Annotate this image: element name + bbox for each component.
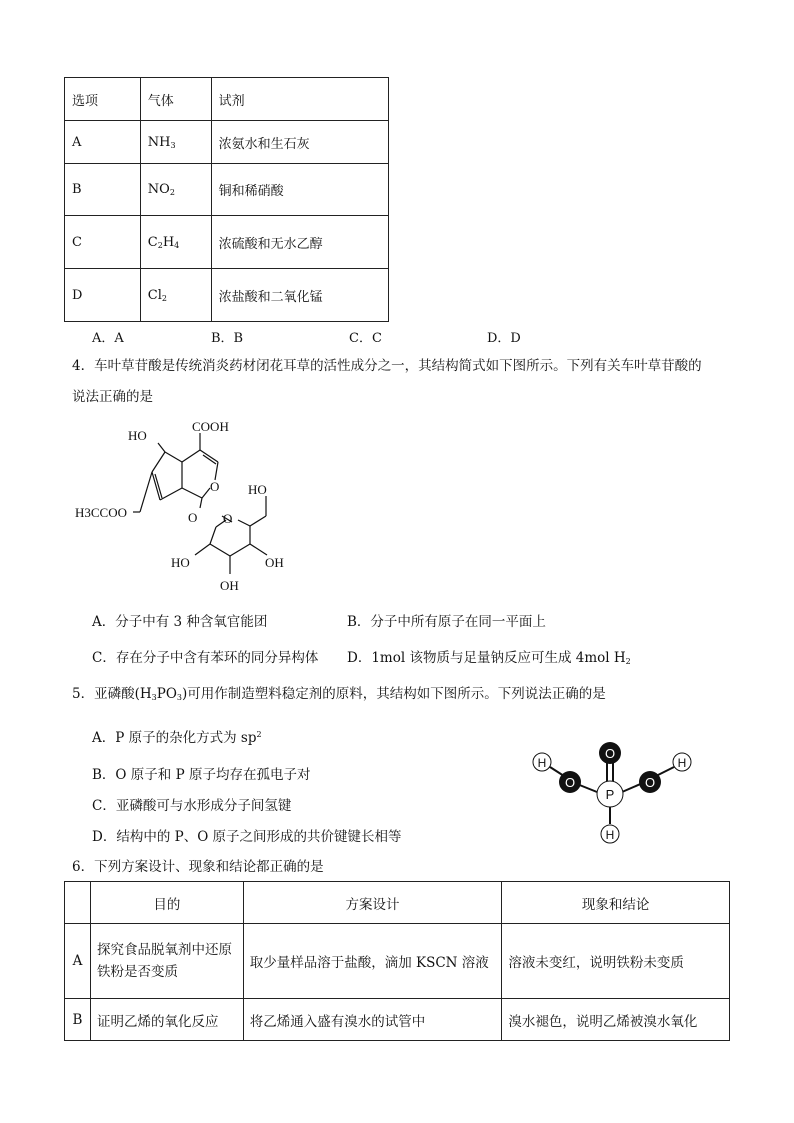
header-cell [65,882,91,924]
design-cell: 将乙烯通入盛有溴水的试管中 [243,999,502,1041]
q5-text-pre: 5．亚磷酸(H [72,686,152,702]
table-row [65,121,389,164]
q4-choice-c[interactable]: C．存在分子中含有苯环的同分异构体 [92,650,319,666]
q5-choice-c[interactable]: C．亚磷酸可与水形成分子间氢键 [92,798,292,814]
header-cell: 方案设计 [243,882,502,924]
choice-a[interactable]: A．A [92,331,124,346]
gas-cell [140,164,211,216]
q5-subscript: 3 [151,693,157,702]
oxygen-label: O [604,746,616,761]
table-header-row [65,78,389,121]
hydrogen-label: H [537,756,547,770]
label-ring-oxygen: O [210,479,220,494]
oxygen-label: O [644,775,656,790]
gas-cell [140,216,211,269]
header-cell: 目的 [90,882,243,924]
label-ho-ch2: HO [248,482,267,497]
q5-choice-a-superscript: 2 [256,730,262,739]
question-5-text [72,684,606,708]
question-6-text: 6．下列方案设计、现象和结论都正确的是 [72,859,324,875]
gas-subscript: 2 [161,293,167,303]
gas-cell [140,121,211,164]
gas-formula: Cl [147,287,162,303]
oxygen-label: O [564,775,576,790]
header-cell: 现象和结论 [502,882,730,924]
molecule-bonds [133,433,267,574]
choice-c[interactable]: C．C [349,331,382,346]
label-ho-top: HO [128,428,147,443]
experiment-table [64,881,730,1041]
label-oh-bottom: OH [220,578,239,593]
phosphorus-label: P [605,787,615,802]
q4-choice-d-text: D．1mol 该物质与足量钠反应可生成 4mol H [347,650,626,666]
question-4-text: 4．车叶草苷酸是传统消炎药材闭花耳草的活性成分之一，其结构简式如下图所示。下列有关车叶草苷酸的 [72,358,702,374]
design-cell: 取少量样品溶于盐酸，滴加 KSCN 溶液 [243,924,502,999]
option-cell: A [65,121,141,164]
q4-choice-d-subscript: 2 [625,657,631,666]
table-row [65,999,730,1041]
q4-choice-a[interactable]: A．分子中有 3 种含氧官能团 [92,614,268,630]
label-acetate: H3CCOO [75,505,128,520]
gas-formula: NO [147,182,170,197]
reagent-cell: 铜和稀硝酸 [211,164,388,216]
option-cell: A [65,924,91,999]
q4-choice-b[interactable]: B．分子中所有原子在同一平面上 [347,614,546,630]
q5-text-mid: PO [156,686,177,702]
purpose-cell: 探究食品脱氧剂中还原铁粉是否变质 [90,924,243,999]
pho3-atoms [533,742,691,843]
phosphorous-acid-structure [525,740,700,848]
label-glycoside-oxygen: O [188,510,198,525]
q5-choice-b[interactable]: B．O 原子和 P 原子均存在孤电子对 [92,767,311,783]
q5-choice-a[interactable] [92,726,262,746]
q5-choice-d[interactable]: D．结构中的 P、O 原子之间形成的共价键键长相等 [92,829,402,845]
header-cell: 选项 [65,78,141,121]
choice-b[interactable]: B．B [211,331,244,346]
purpose-cell: 证明乙烯的氧化反应 [90,999,243,1041]
header-cell: 试剂 [211,78,388,121]
table-row [65,216,389,269]
label-oh-right: OH [265,555,284,570]
gas-cell [140,269,211,322]
hydrogen-label: H [605,828,615,842]
molecule-labels [75,419,284,593]
table-row [65,269,389,322]
option-cell: B [65,999,91,1041]
gas-formula-tail: H [162,234,175,250]
question-4-text-cont: 说法正确的是 [72,389,153,405]
result-cell: 溴水褪色，说明乙烯被溴水氧化 [502,999,730,1041]
reagent-cell: 浓硫酸和无水乙醇 [211,216,388,269]
option-cell: C [65,216,141,269]
header-cell: 气体 [140,78,211,121]
q5-choice-a-text: A．P 原子的杂化方式为 sp [92,730,257,746]
option-cell: D [65,269,141,322]
q5-text-post: )可用作制造塑料稳定剂的原料，其结构如下图所示。下列说法正确的是 [181,686,606,702]
reagent-cell: 浓盐酸和二氧化锰 [211,269,388,322]
gas-subscript: 2 [169,188,175,197]
reagent-cell: 浓氨水和生石灰 [211,121,388,164]
q5-subscript: 3 [176,693,182,702]
label-ho-left: HO [171,555,190,570]
table-row [65,164,389,216]
gas-formula: C [147,234,158,250]
q4-choice-d[interactable] [347,646,631,666]
gas-subscript: 4 [174,240,180,250]
label-sugar-ring-oxygen: O [223,511,233,526]
molecule-structure [60,410,320,600]
table-header-row [65,882,730,924]
gas-reagent-table [64,77,389,322]
gas-subscript: 2 [157,240,163,250]
table-row [65,924,730,999]
choice-d[interactable]: D．D [487,331,521,346]
result-cell: 溶液未变红，说明铁粉未变质 [502,924,730,999]
hydrogen-label: H [677,756,687,770]
label-cooh: COOH [192,419,229,434]
option-cell: B [65,164,141,216]
gas-subscript: 3 [170,140,176,150]
gas-formula: NH [147,134,171,150]
